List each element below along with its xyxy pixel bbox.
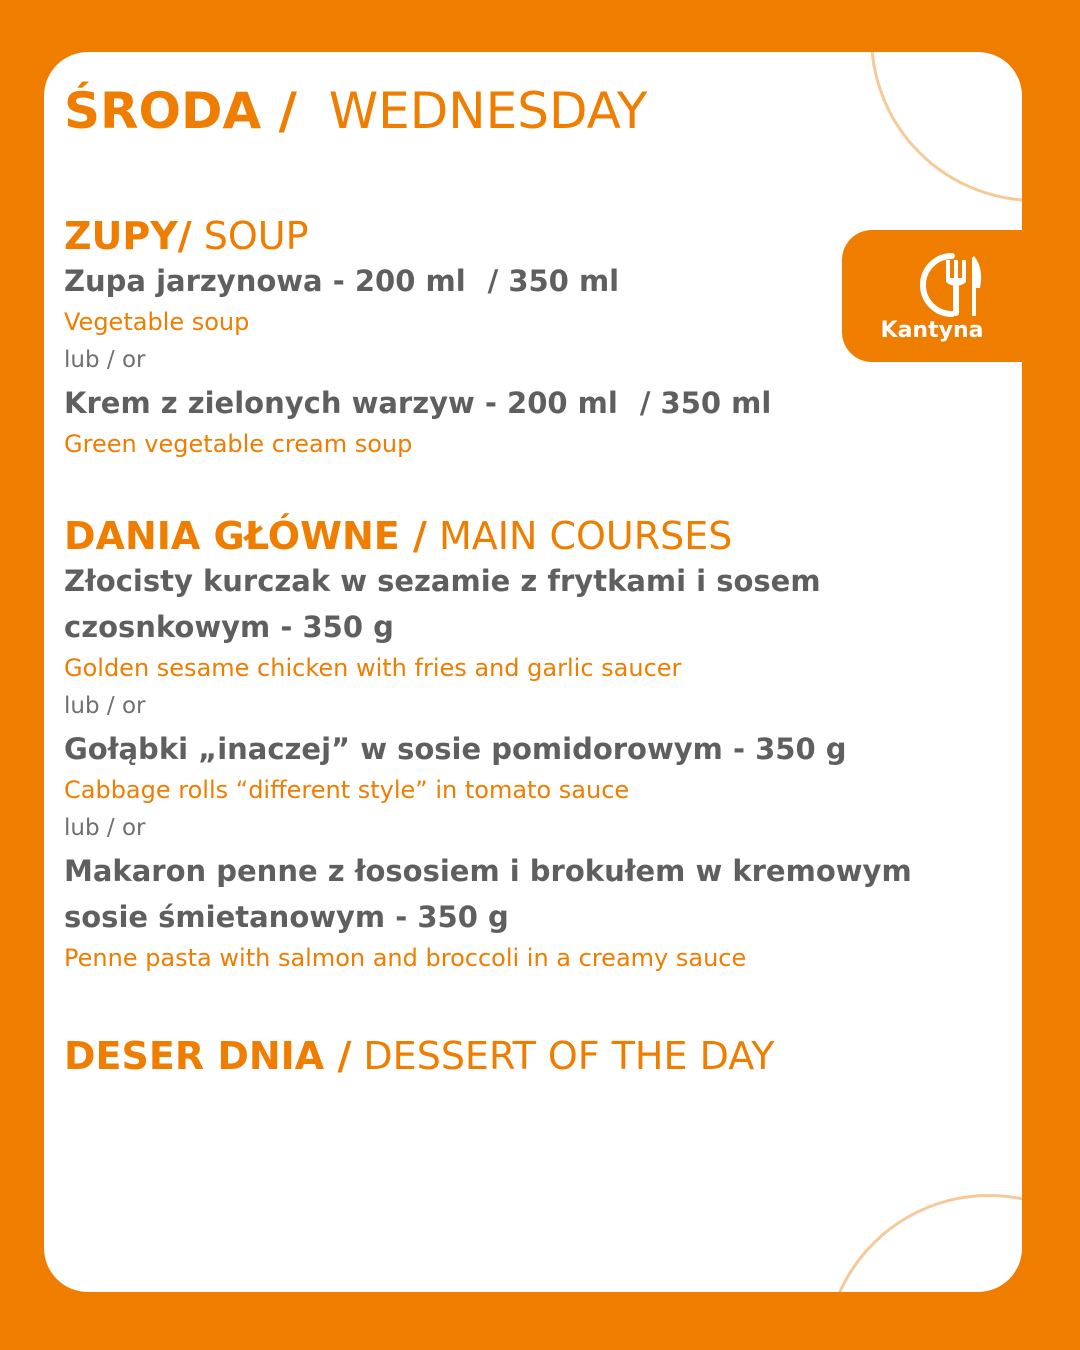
soup-1-alt-size: / 350 ml <box>487 264 620 298</box>
brand-label: Kantyna <box>880 318 984 343</box>
soup-1-en: Vegetable soup <box>64 308 250 336</box>
day-title-pl: ŚRODA / <box>64 82 297 140</box>
main-2-pl: Gołąbki „inaczej” w sosie pomidorowym - 350 g <box>64 732 847 766</box>
decorative-arc-top <box>870 52 1022 202</box>
soup-section <box>64 214 1004 462</box>
day-title-en: WEDNESDAY <box>328 82 648 140</box>
soup-2-pl: Krem z zielonych warzyw - 200 ml <box>64 386 618 420</box>
main-courses-heading <box>64 514 1004 558</box>
page-title <box>64 82 647 140</box>
main-3-pl: Makaron penne z łososiem i brokułem w kremowym sosie śmietanowym - 350 g <box>64 854 912 934</box>
main-3-en: Penne pasta with salmon and broccoli in a creamy sauce <box>64 944 747 972</box>
soup-1-pl: Zupa jarzynowa - 200 ml <box>64 264 466 298</box>
soup-heading-pl: ZUPY/ <box>64 214 192 258</box>
main-heading-en: MAIN COURSES <box>438 514 733 558</box>
decorative-arc-bottom <box>824 1194 1022 1292</box>
dessert-heading <box>64 1034 1004 1078</box>
soup-heading-en: SOUP <box>203 214 309 258</box>
main-courses-section <box>64 514 1004 976</box>
soup-1-name <box>64 258 1004 304</box>
dessert-section <box>64 1034 1004 1078</box>
main-1-en: Golden sesame chicken with fries and garlic saucer <box>64 654 682 682</box>
or-separator: lub / or <box>64 347 146 373</box>
soup-2-alt-size: / 350 ml <box>639 386 772 420</box>
or-separator: lub / or <box>64 693 146 719</box>
main-2-en: Cabbage rolls “different style” in tomato sauce <box>64 776 630 804</box>
or-separator: lub / or <box>64 815 146 841</box>
main-heading-pl: DANIA GŁÓWNE / <box>64 514 427 558</box>
dessert-heading-pl: DESER DNIA / <box>64 1034 352 1078</box>
soup-heading <box>64 214 1004 258</box>
soup-2-name <box>64 380 1004 426</box>
main-1-pl: Złocisty kurczak w sezamie z frytkami i sosem czosnkowym - 350 g <box>64 564 821 644</box>
dessert-heading-en: DESSERT OF THE DAY <box>363 1034 775 1078</box>
soup-2-en: Green vegetable cream soup <box>64 430 413 458</box>
